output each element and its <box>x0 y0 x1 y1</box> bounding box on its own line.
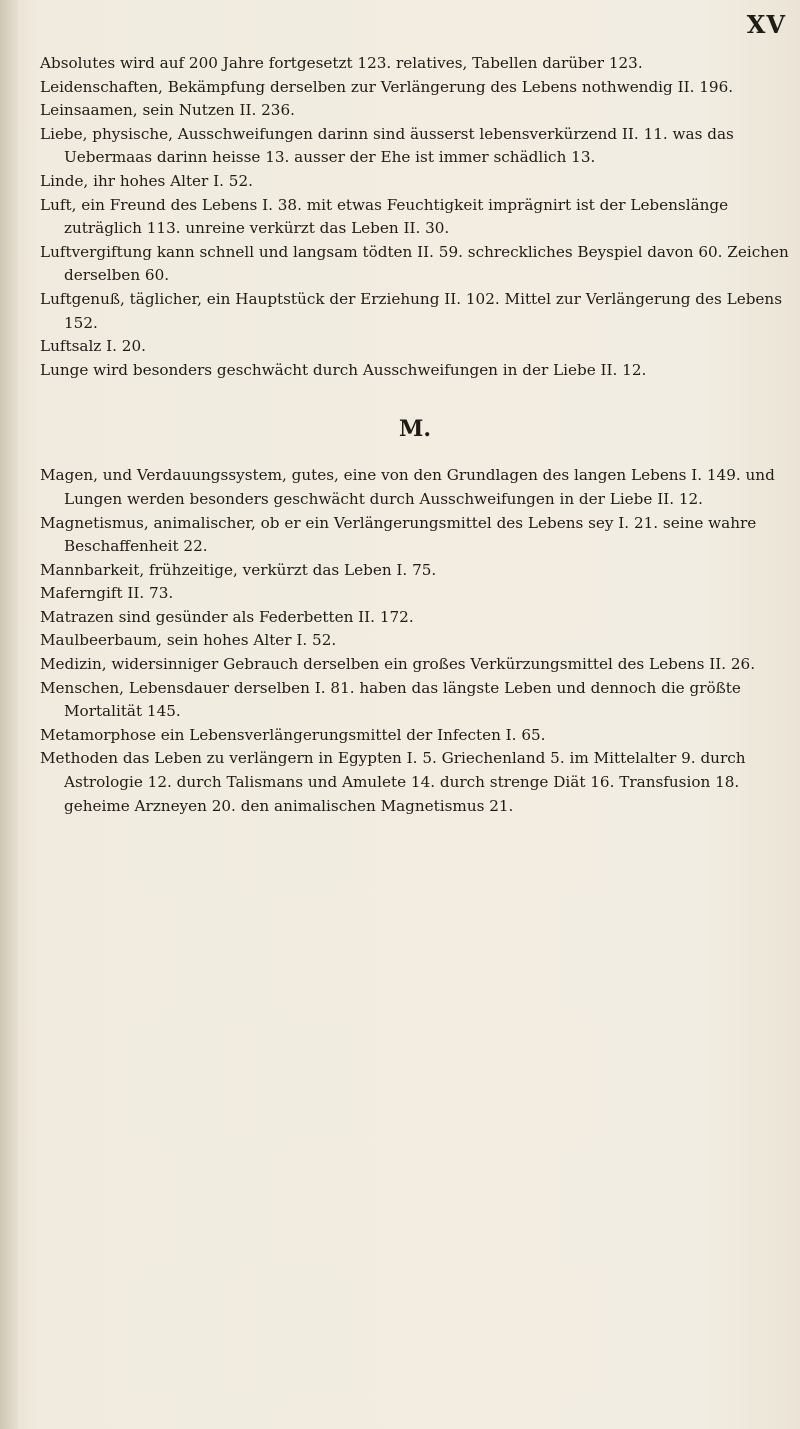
section-heading: M. <box>398 416 431 443</box>
index-entry: Linde, ihr hohes Alter I. 52. <box>40 171 253 190</box>
index-entry: Luft, ein Freund des Lebens I. 38. mit etwas Feuchtigkeit imprägnirt ist der Lebenslänge zuträglich 113. unreine verkürzt das Leben II. 30. <box>40 195 729 238</box>
index-entry: Menschen, Lebensdauer derselben I. 81. haben das längste Leben und dennoch die größte Mortalität 145. <box>40 678 741 721</box>
index-entry: Metamorphose ein Lebensverlängerungsmittel der Infecten I. 65. <box>40 725 546 744</box>
index-entry: Luftgenuß, täglicher, ein Hauptstück der Erziehung II. 102. Mittel zur Verlängerung des Lebens 152. <box>40 289 782 332</box>
index-entry: Maferngift II. 73. <box>40 584 174 603</box>
index-entry: Absolutes wird auf 200 Jahre fortgesetzt 123. relatives, Tabellen darüber 123. <box>40 54 643 72</box>
index-entry: Luftsalz I. 20. <box>40 337 146 356</box>
index-entry: Leidenschaften, Bekämpfung derselben zur Verlängerung des Lebens nothwendig II. 196. <box>40 77 734 96</box>
index-entry: Leinsaamen, sein Nutzen II. 236. <box>40 101 295 120</box>
page-number: XV <box>746 10 786 39</box>
index-entry: Magnetismus, animalischer, ob er ein Verlängerungsmittel des Lebens sey I. 21. seine wahre Beschaffenheit 22. <box>40 513 757 556</box>
index-entry: Medizin, widersinniger Gebrauch derselben ein großes Verkürzungsmittel des Lebens II. 26. <box>40 655 756 674</box>
index-entry: Lunge wird besonders geschwächt durch Ausschweifungen in der Liebe II. 12. <box>40 360 647 379</box>
index-entry: Liebe, physische, Ausschweifungen darinn sind äusserst lebensverkürzend II. 11. was das Uebermaas darinn heisse 13. ausser der Ehe ist immer schädlich 13. <box>40 124 734 167</box>
index-entry: Luftvergiftung kann schnell und langsam tödten II. 59. schreckliches Beyspiel davon 60. Zeichen derselben 60. <box>40 242 789 285</box>
index-entry: Magen, und Verdauungssystem, gutes, eine von den Grundlagen des langen Lebens I. 149. und Lungen werden besonders geschwächt durch Ausschweifungen in der Liebe II. 12. <box>40 466 775 508</box>
index-entry: Mannbarkeit, frühzeitige, verkürzt das Leben I. 75. <box>40 560 437 579</box>
index-entry: Matrazen sind gesünder als Federbetten II. 172. <box>40 607 414 626</box>
page-gutter <box>0 0 18 1429</box>
index-entry: Methoden das Leben zu verlängern in Egypten I. 5. Griechenland 5. im Mittelalter 9. durch Astrologie 12. durch Talismans und Amulete 14. durch strenge Diät 16. Transfusion 18. geheime Arzneyen 20. den animalischen Magnetismus 21. <box>40 749 746 815</box>
index-entry: Maulbeerbaum, sein hohes Alter I. 52. <box>40 631 337 650</box>
index-column <box>40 52 790 818</box>
